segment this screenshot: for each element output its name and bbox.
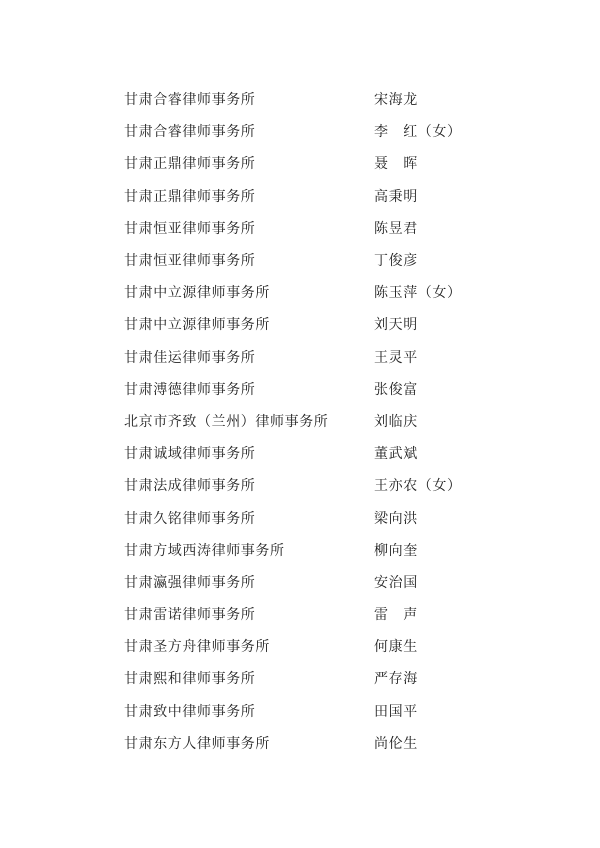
law-firm-name: 甘肃圣方舟律师事务所	[124, 639, 270, 656]
list-item	[124, 405, 544, 437]
list-item	[124, 308, 544, 340]
list-item	[124, 373, 544, 405]
law-firm-name: 甘肃法成律师事务所	[124, 478, 256, 495]
lawyer-name: 宋海龙	[374, 92, 418, 109]
list-item	[124, 212, 544, 244]
law-firm-name: 甘肃中立源律师事务所	[124, 285, 270, 302]
law-firm-name: 甘肃瀛强律师事务所	[124, 574, 256, 591]
lawyer-name: 刘临庆	[374, 413, 418, 430]
list-item	[124, 469, 544, 501]
lawyer-name: 田国平	[374, 703, 418, 720]
list-item	[124, 276, 544, 308]
lawyer-name: 安治国	[374, 574, 418, 591]
lawyer-name: 尚伦生	[374, 735, 418, 752]
law-firm-name: 甘肃合睿律师事务所	[124, 92, 256, 109]
law-firm-name: 甘肃熙和律师事务所	[124, 671, 256, 688]
law-firm-name: 甘肃致中律师事务所	[124, 703, 256, 720]
list-item	[124, 566, 544, 598]
lawyer-name: 柳向奎	[374, 542, 418, 559]
list-item	[124, 501, 544, 533]
lawyer-name: 聂 晖	[374, 156, 418, 173]
lawyer-list	[124, 83, 544, 759]
list-item	[124, 180, 544, 212]
lawyer-name: 严存海	[374, 671, 418, 688]
lawyer-name: 陈玉萍（女）	[374, 285, 462, 302]
law-firm-name: 甘肃雷诺律师事务所	[124, 607, 256, 624]
lawyer-name: 雷 声	[374, 607, 418, 624]
list-item	[124, 727, 544, 759]
list-item	[124, 83, 544, 115]
list-item	[124, 695, 544, 727]
law-firm-name: 甘肃佳运律师事务所	[124, 349, 256, 366]
lawyer-name: 董武斌	[374, 446, 418, 463]
law-firm-name: 甘肃中立源律师事务所	[124, 317, 270, 334]
law-firm-name: 甘肃方域西涛律师事务所	[124, 542, 285, 559]
lawyer-name: 高秉明	[374, 188, 418, 205]
law-firm-name: 甘肃诚域律师事务所	[124, 446, 256, 463]
lawyer-name: 王亦农（女）	[374, 478, 462, 495]
lawyer-name: 陈昱君	[374, 220, 418, 237]
law-firm-name: 甘肃恒亚律师事务所	[124, 220, 256, 237]
law-firm-name: 甘肃正鼎律师事务所	[124, 188, 256, 205]
lawyer-name: 何康生	[374, 639, 418, 656]
list-item	[124, 534, 544, 566]
law-firm-name: 甘肃合睿律师事务所	[124, 124, 256, 141]
list-item	[124, 244, 544, 276]
law-firm-name: 甘肃溥德律师事务所	[124, 381, 256, 398]
list-item	[124, 437, 544, 469]
list-item	[124, 147, 544, 179]
lawyer-name: 丁俊彦	[374, 253, 418, 270]
list-item	[124, 341, 544, 373]
law-firm-name: 甘肃恒亚律师事务所	[124, 253, 256, 270]
lawyer-name: 王灵平	[374, 349, 418, 366]
list-item	[124, 630, 544, 662]
list-item	[124, 662, 544, 694]
law-firm-name: 甘肃东方人律师事务所	[124, 735, 270, 752]
law-firm-name: 甘肃正鼎律师事务所	[124, 156, 256, 173]
lawyer-name: 李 红（女）	[374, 124, 462, 141]
law-firm-name: 北京市齐致（兰州）律师事务所	[124, 413, 329, 430]
lawyer-name: 梁向洪	[374, 510, 418, 527]
lawyer-name: 张俊富	[374, 381, 418, 398]
law-firm-name: 甘肃久铭律师事务所	[124, 510, 256, 527]
lawyer-name: 刘天明	[374, 317, 418, 334]
list-item	[124, 598, 544, 630]
list-item	[124, 115, 544, 147]
